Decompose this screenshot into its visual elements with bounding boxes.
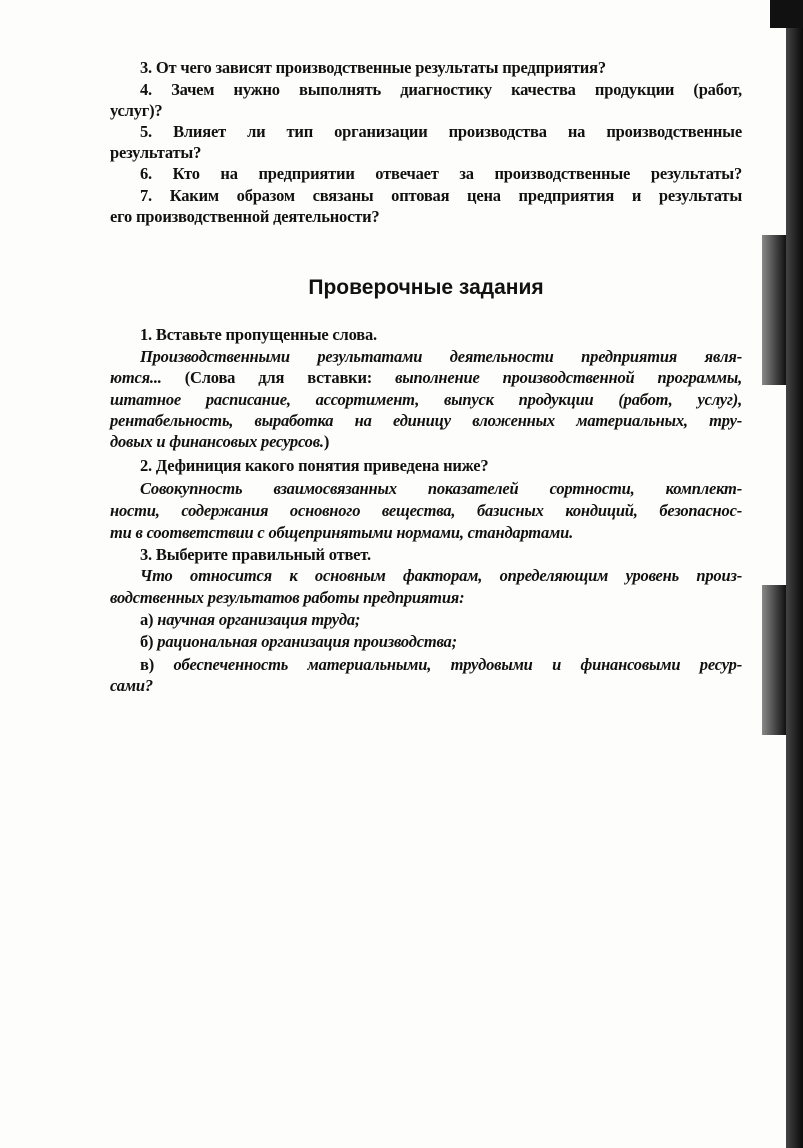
italic-text: водственных результатов работы предприятия: (110, 588, 465, 607)
section-heading: Проверочные задания (308, 276, 544, 299)
text-line (140, 456, 742, 476)
text-line (140, 325, 742, 345)
text: (Слова для вставки: (161, 368, 396, 387)
text-line (140, 610, 742, 630)
text-line (110, 676, 742, 696)
text: 6. Кто на предприятии отвечает за производственные результаты? (140, 164, 742, 183)
scan-binding-mark (762, 585, 786, 735)
text-line (140, 122, 742, 142)
text-line (140, 479, 742, 499)
text: 3. Выберите правильный ответ. (140, 545, 371, 564)
text: его производственной деятельности? (110, 207, 380, 226)
text-line (140, 347, 742, 367)
text: б) (140, 632, 158, 651)
italic-text: довых и финансовых ресурсов. (110, 432, 324, 451)
text: а) (140, 610, 158, 629)
scan-binding-mark (762, 235, 786, 385)
text: 1. Вставьте пропущенные слова. (140, 325, 377, 344)
text: 5. Влияет ли тип организации производства на производственные (140, 122, 742, 141)
text-line (110, 411, 742, 431)
italic-text: Совокупность взаимосвязанных показателей сортности, комплект- (140, 479, 742, 498)
text: 2. Дефиниция какого понятия приведена ниже? (140, 456, 489, 475)
scan-edge-shadow (786, 0, 803, 1148)
text: 4. Зачем нужно выполнять диагностику качества продукции (работ, (140, 80, 742, 99)
text-line (110, 390, 742, 410)
italic-text: штатное расписание, ассортимент, выпуск продукции (работ, услуг), (110, 390, 742, 409)
text: результаты? (110, 143, 202, 162)
text: ) (323, 432, 330, 451)
italic-text: обеспеченность материальными, трудовыми и финансовыми ресур- (173, 655, 742, 674)
italic-text: Что относится к основным факторам, определяющим уровень произ- (140, 566, 742, 585)
scan-edge-top (770, 0, 803, 28)
text-line (110, 588, 742, 608)
text-line (140, 566, 742, 586)
italic-text: выполнение производственной программы, (395, 368, 742, 387)
text-line (110, 501, 742, 521)
text: 3. От чего зависят производственные результаты предприятия? (140, 58, 606, 77)
text: в) (140, 655, 174, 674)
text-line (110, 207, 742, 227)
italic-text: научная организация труда; (157, 610, 361, 629)
text-line (110, 368, 742, 388)
text: 7. Каким образом связаны оптовая цена предприятия и результаты (140, 186, 742, 205)
text: услуг)? (110, 101, 163, 120)
italic-text: рациональная организация производства; (157, 632, 457, 651)
text-line (140, 58, 742, 78)
text-line (140, 545, 742, 565)
text-line (110, 143, 742, 163)
italic-text: сами? (110, 676, 153, 695)
italic-text: ти в соответствии с общепринятыми нормами, стандартами. (110, 523, 573, 542)
italic-text: рентабельность, выработка на единицу вложенных материальных, тру- (110, 411, 742, 430)
italic-text: Производственными результатами деятельности предприятия явля- (140, 347, 742, 366)
text-line (110, 101, 742, 121)
text-line (140, 655, 742, 675)
text-line (140, 80, 742, 100)
italic-text: ются... (110, 368, 162, 387)
text-line (140, 186, 742, 206)
text-line (140, 632, 742, 652)
text-line (110, 523, 742, 543)
italic-text: ности, содержания основного вещества, базисных кондиций, безопаснос- (110, 501, 742, 520)
text-line (140, 164, 742, 184)
text-line (110, 432, 742, 452)
